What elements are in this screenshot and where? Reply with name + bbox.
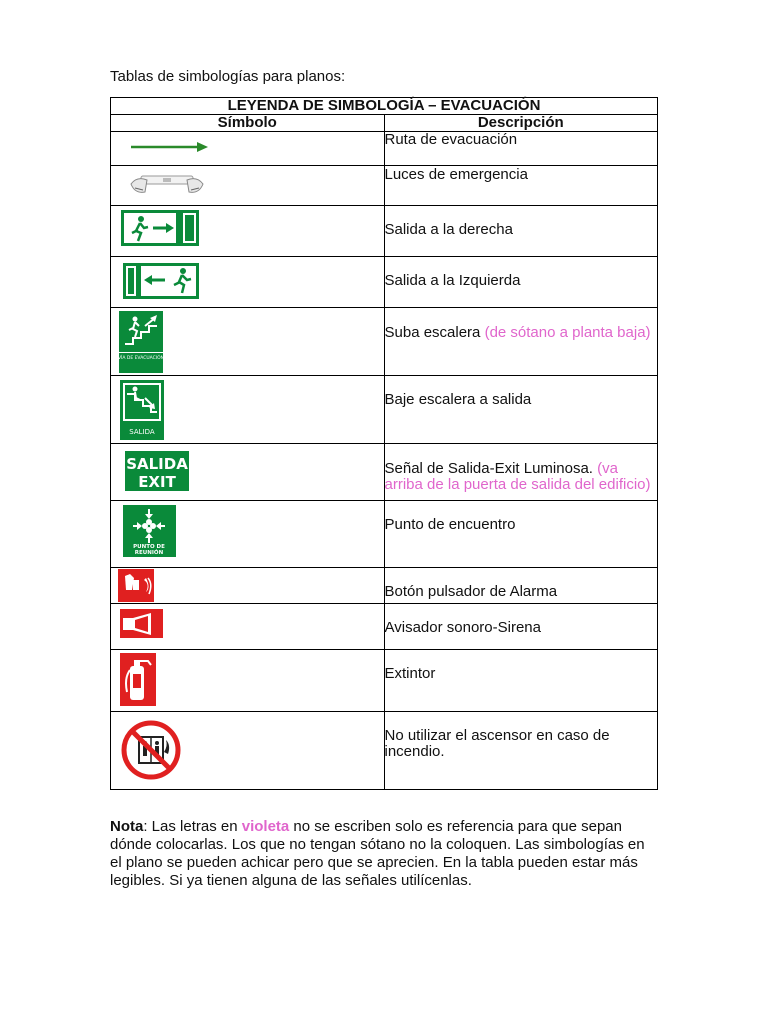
alarm-button-icon — [111, 568, 265, 604]
description-cell — [384, 308, 658, 376]
siren-icon — [111, 604, 265, 650]
symbol-cell — [111, 257, 385, 308]
intro-text: Tablas de simbologías para planos: — [110, 68, 346, 85]
row-description: Baje escalera a salida — [384, 391, 532, 408]
note-violet-word: violeta — [241, 818, 290, 835]
description-cell — [384, 166, 658, 206]
table-row — [111, 132, 658, 166]
symbol-cell — [111, 712, 385, 790]
stairs-up-sign-text: VÍA DE EVACUACIÓN — [117, 356, 165, 361]
salida-exit-sign-icon — [111, 444, 265, 501]
row-description: Extintor — [384, 665, 436, 682]
row-description: Luces de emergencia — [384, 166, 528, 183]
row-description: No utilizar el ascensor en caso de incendio. — [384, 727, 610, 760]
row-description: Señal de Salida-Exit Luminosa. (va arriba de la puerta de salida del edificio) — [384, 460, 651, 493]
description-cell — [384, 257, 658, 308]
symbol-cell — [111, 376, 385, 444]
green-arrow-icon — [111, 132, 265, 166]
table-title: LEYENDA DE SIMBOLOGÍA – EVACUACIÓN — [111, 98, 658, 115]
stairs-down-sign-text: SALIDA — [129, 428, 155, 436]
description-cell — [384, 650, 658, 712]
table-row — [111, 257, 658, 308]
symbology-legend-table — [110, 97, 658, 790]
violet-note: (de sótano a planta baja) — [484, 324, 651, 341]
fire-extinguisher-icon — [111, 650, 265, 712]
note-paragraph — [110, 818, 658, 890]
symbol-cell — [111, 308, 385, 376]
row-description: Botón pulsador de Alarma — [384, 583, 558, 600]
column-header-description: Descripción — [384, 115, 658, 132]
table-row — [111, 308, 658, 376]
meeting-sign-text-2: REUNIÓN — [134, 550, 164, 556]
table-row — [111, 712, 658, 790]
salida-sign-text: SALIDA — [126, 455, 188, 473]
table-row — [111, 376, 658, 444]
description-cell — [384, 206, 658, 257]
column-header-symbol: Símbolo — [111, 115, 385, 132]
symbol-cell — [111, 444, 385, 501]
symbol-cell — [111, 568, 385, 604]
meeting-sign-text-1: PUNTO DE — [133, 544, 165, 550]
description-cell — [384, 501, 658, 568]
table-row — [111, 501, 658, 568]
row-description: Ruta de evacuación — [384, 131, 518, 148]
note-part-1: : Las letras en — [143, 818, 242, 835]
emergency-lights-icon — [111, 166, 265, 206]
table-row — [111, 568, 658, 604]
row-description: Salida a la Izquierda — [384, 272, 521, 289]
symbol-cell — [111, 132, 385, 166]
table-row — [111, 206, 658, 257]
stairs-up-evacuation-icon — [111, 308, 265, 376]
meeting-point-icon — [111, 501, 265, 568]
description-cell — [384, 376, 658, 444]
symbol-cell — [111, 604, 385, 650]
table-row — [111, 604, 658, 650]
description-cell — [384, 132, 658, 166]
description-cell — [384, 568, 658, 604]
row-description: Suba escalera (de sótano a planta baja) — [384, 324, 651, 341]
table-row — [111, 650, 658, 712]
row-description: Avisador sonoro-Sirena — [384, 619, 541, 636]
row-description: Punto de encuentro — [384, 516, 516, 533]
stairs-down-exit-icon — [111, 376, 265, 444]
note-label: Nota — [110, 818, 144, 835]
description-cell — [384, 444, 658, 501]
note-part-2: no se escriben solo es referencia para que sepan dónde colocarlas. Los que no tengan sótano no la coloquen. Las simbologías en el plano se pueden achicar pero que se aprecien. En la tabla pueden estar más legibles. Si ya tienen alguna de las señales utilícenlas. — [110, 818, 645, 889]
exit-sign-text: EXIT — [138, 473, 176, 491]
exit-left-sign-icon — [111, 257, 265, 308]
symbol-cell — [111, 650, 385, 712]
table-row — [111, 444, 658, 501]
exit-right-sign-icon — [111, 206, 265, 257]
violet-note: (va arriba de la puerta de salida del edificio) — [384, 460, 651, 493]
symbol-cell — [111, 206, 385, 257]
symbol-cell — [111, 501, 385, 568]
description-cell — [384, 604, 658, 650]
symbol-cell — [111, 166, 385, 206]
table-row — [111, 166, 658, 206]
no-elevator-icon — [111, 712, 265, 790]
description-cell — [384, 712, 658, 790]
row-description: Salida a la derecha — [384, 221, 513, 238]
